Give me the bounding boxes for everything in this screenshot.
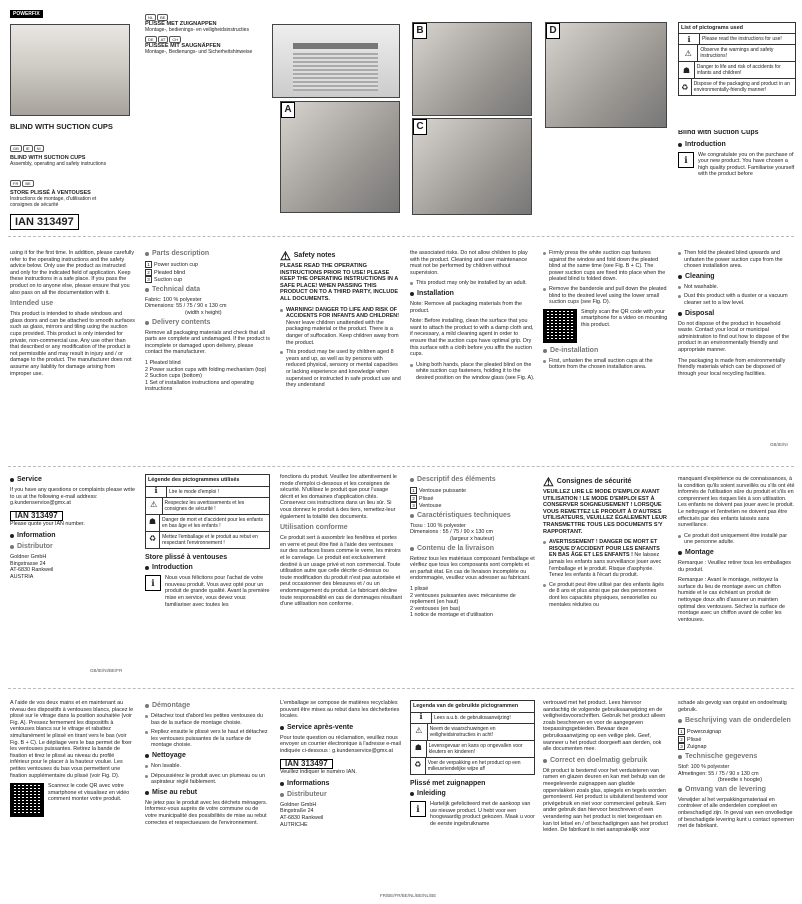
- cover-ian: IAN 313497: [10, 214, 79, 230]
- divider: [8, 688, 794, 689]
- nl-col-5: vertrouwd met het product. Lees hiervoor aandachtig de volgende gebruiksaanwijzing en de veiligheidsvoorschriften. Gebruik het product alleen zoals beschreven en voor de aangegeven toepassingsgebieden. Bewaar deze gebruiksaanwijzing op een veilige plek. Geef, wanneer u het product doorgeeft aan derden, ook alle documenten mee. Correct en doelmatig gebruik Dit product is bestemd voor het verduisteren van ramen en glazen deuren en kan met behulp van de meegeleverde zuignappen aan gladde oppervlakken zoals glas, spiegels en tegels worden gemonteerd. Het product is uitsluitend bestemd voor privégebruik en niet voor commercieel gebruik. Een ander gebruik dan hiervoor beschreven of een verandering aan het product is niet toegestaan en kan tot letsel en / of beschadigingen aan het product leiden. De fabrikant is niet aansprakelijk voor: [543, 700, 668, 834]
- info-icon: ℹ: [679, 34, 700, 44]
- fr-col-5: ⚠ Consignes de sécurité VEUILLEZ LIRE LE MODE D'EMPLOI AVANT UTILISATION ! LE MODE D'EMPLOI EST À CONSERVER SOIGNEUSEMENT ! LORSQUE VOUS REMETTEZ LE PRODUIT À D'AUTRES UTILISATEURS, VEUILLEZ ÉGALEMENT LEUR TRANSMETTRE TOUS LES DOCUMENTS S'Y RAPPORTANT. AVERTISSEMENT ! DANGER DE MORT ET RISQUE D'ACCIDENT POUR LES ENFANTS EN BAS ÂGE ET LES ENFANTS ! Ne laissez jamais les enfants sans surveillance jouer avec l'emballage et le produit. Risque d'asphyxie. Tenez les enfants à l'écart du produit. Ce produit peut être utilisé par des enfants âgés de 8 ans et plus ainsi que par des personnes dont les capacités physiques, sensorielles ou mentales réduites ou: [543, 476, 667, 608]
- fr2-col-2: Démontage Détachez tout d'abord les petites ventouses du bas de la surface de montage choisie. Repliez ensuite le plissé vers le haut et détachez les ventouses puissantes de la surface de montage choisie. Nettoyage Non lavable. Dépoussiérez le produit avec un plumeau ou un aspirateur réglé faiblement. Mise au rebut Ne jetez pas le produit avec les déchets ménagers. Informez-vous auprès de votre commune ou de votre municipalité des possibilités de mise au rebut correctes et respectueuses de l'environnement.: [145, 702, 268, 826]
- cover-lang-1: GB IE NI BLIND WITH SUCTION CUPS Assembly, operating and safety instructions FR BE STORE PLISSÉ À VENTOUSES Instructions de montage, d'utilisation et consignes de sécurité: [10, 146, 107, 208]
- warning-icon: ⚠: [543, 476, 554, 489]
- info-icon: ℹ: [410, 801, 426, 817]
- child-warning-icon: ☗: [146, 515, 160, 531]
- fr-col-1: Service If you have any questions or complaints please write to us at the following e-mail address: g.kundenservice@gmx.at IAN 313497 Please quote your IAN number. Information Distributor Goldner GmbH Bingstrasse 24 AT-6830 Rankweil AUSTRIA: [10, 476, 135, 580]
- cover-other-langs: NL BE PLISSÉ MET ZUIGNAPPEN Montage-, bedienings- en veiligheidsinstructies DE AT CH PLISSEE MIT SAUGNÄPFEN Montage-, Bedienungs- und Sicherheitshinweise: [145, 15, 253, 55]
- fr-col-4: Descriptif des éléments 1 Ventouse puissante 2 Plissé 3 Ventouse Caractéristiques techniques Tissu : 100 % polyester Dimensions : 55 / 75 / 90 x 130 cm (largeur x hauteur) Contenu de la livraison Retirez tous les matériaux composant l'emballage et vérifiez que tous les composants sont complets et en parfait état. En cas de livraison incomplète ou endommagée, veuillez vous adresser au fabricant. 1 plissé 2 ventouses puissantes avec mécanisme de repliement (en haut) 2 ventouses (en bas) 1 notice de montage et d'utilisation: [410, 476, 535, 619]
- fr-col-2: Légende des pictogrammes utilisés ℹ Lire le mode d'emploi ! ⚠ Respectez les avertissements et les consignes de sécurité ! ☗ Danger de mort et d'accident pour les enfants en bas âge et les enfants ! ♻ Mettez l'emballage et le produit au rebut en respectant l'environnement ! Store plissé à ventouses Introduction ℹ Nous vous félicitons pour l'achat de votre nouveau produit. Vous avez opté pour un produit de grande qualité. Avant la première mise en service, vous devez vous familiariser avec toutes les: [145, 474, 270, 608]
- fr-col-6: manquant d'expérience ou de connaissances, à la condition qu'ils soient surveillés ou s'ils ont été informés de l'utilisation sûre du produit et s'ils en comprennent les risques liés à son utilisation. Les enfants ne doivent pas jouer avec le produit. Le nettoyage et l'entretien ne doivent pas être effectués par des enfants laissés sans surveillance. Ce produit doit uniquement être installé par une personne adulte. Montage Remarque : Veuillez retirer tous les emballages du produit. Remarque : Avant le montage, nettoyez la surface du lieu de montage avec un chiffon humide et le cas échéant un produit de nettoyage doux afin d'assurer un maintien optimal des ventouses. Séchez la surface de montage avec un chiffon avant de coller les ventouses.: [678, 476, 795, 623]
- info-icon: ℹ: [145, 575, 161, 591]
- nl-col-4: Legenda van de gebruikte pictogrammen ℹ Lees a.u.b. de gebruiksaanwijzing! ⚠ Neem de waarschuwingen en veiligheidsinstructies in acht! ☗ Levensgevaar en kans op ongevallen voor kleuters en kinderen! ♻ Voer de verpakking en het product op een milieuvriendelijke wijze af! Plissé met zuignappen Inleiding ℹ Hartelijk gefeliciteerd met de aankoop van uw nieuwe product. U hebt voor een hoogwaardig product gekozen. Maak u voor de eerste ingebruikname: [410, 700, 535, 828]
- fr2-col-1: À l'aide de vos deux mains et en maintenant au niveau des dispositifs à ventouses blancs, placez le plissé sur le vitrage dans la position souhaitée (voir Fig. A). Pressez fermement les dispositifs à ventouses blancs sur le vitrage et rabattez simultanément le plissé en tirant vers le bas (voir Fig. B + C). Le dépliage vers le bas permet de fixer les ventouses puissantes. Retirez la bande de fixation et tirez le plissé au niveau du profilé inférieur pour le placer à la hauteur voulue. Les petites ventouses du bas vous permettent une fixation supplémentaire du plissé (voir Fig. D). Scannez le code QR avec votre smartphone et visualisez en vidéo comment monter votre produit.: [10, 700, 135, 817]
- figure-d: D: [545, 22, 667, 128]
- cover-title: BLIND WITH SUCTION CUPS: [10, 122, 113, 131]
- en-col-4: the associated risks. Do not allow children to play with the product. Cleaning and user maintenance must not be performed by children without supervision. This product may only be installed by an adult. Installation Note: Remove all packaging materials from the product. Note: Before installing, clean the surface that you want to attach the product to with a damp cloth and, if necessary, a mild cleaning agent in order to ensure that the suction cups have optimal grip. Dry this surface with a cloth before you affix the suction cups. Using both hands, place the pleated blind on the white suction cup fasteners, holding it to the desired position on the window glass (see Fig. A).: [410, 250, 535, 381]
- info-icon: ℹ: [411, 713, 432, 723]
- qr-code[interactable]: [543, 309, 577, 343]
- recycle-icon: ♻: [411, 758, 426, 774]
- warning-icon: ⚠: [679, 45, 698, 61]
- en-col-6: Then fold the pleated blind upwards and unfasten the power suction cups from the chosen installation area. Cleaning Not washable. Dust this product with a duster or a vacuum cleaner set to a low level. Disposal Do not dispose of the product in household waste. Contact your local or municipal administration to find out how to dispose of the product in an environmentally friendly and appropriate manner. The packaging is made from environmentally friendly materials which can be disposed of through your local recycling facilities.: [678, 250, 790, 377]
- en-col-5: Firmly press the white suction cup fastures against the window and fold down the pleated blind at the same time (see Fig. B + C). The power suction cups are fixed into place when the pleated blind is folded down. Remove the banderole and pull down the pleated blind to the desired level using the lower small suction cups (see Fig. D). Simply scan the QR code with your smartphone for a video on mounting this product. De-installation First, unfasten the small suction cups at the bottom from the chosen installation area.: [543, 250, 668, 374]
- footer: GB/IE/NI: [770, 442, 788, 447]
- figure-b: B: [412, 22, 532, 116]
- info-icon: ℹ: [146, 487, 167, 497]
- pictogram-table: List of pictograms used ℹ Please read the instructions for use! ⚠ Observe the warnings and safety instructions! ☗ Danger to life and risk of accidents for infants and children! ♻ Dispose of the packaging and product in an environmentally-friendly manner!: [678, 22, 796, 96]
- en-col-1: using it for the first time. In addition, please carefully refer to the operating instructions and the safety advice below. Only use the product as instructed and only for the indicated field of application. Keep these instructions in a safe place. If you pass the product on to anyone else, please ensure that you also pass on all the documentation with it. Intended use This product is intended to shade windows and glass doors and can be attached to smooth surfaces such as glass, mirrors and tiling using the suction cups provided. This product is only intended for private, non-commercial use. Any use other than that described or any modification of the product is not permissible and may result in injury and / or damage to the product. The manufacturer does not assume any liability for damage arising from improper use.: [10, 250, 135, 377]
- figure-a: A: [280, 101, 400, 213]
- fr-pictogram-table: Légende des pictogrammes utilisés ℹ Lire le mode d'emploi ! ⚠ Respectez les avertissements et les consignes de sécurité ! ☗ Danger de mort et d'accident pour les enfants en bas âge et les enfants ! ♻ Mettez l'emballage et le produit au rebut en respectant l'environnement !: [145, 474, 270, 549]
- figure-c: C: [412, 118, 532, 215]
- product-overview-figure: [272, 24, 400, 98]
- info-icon: ℹ: [678, 152, 694, 168]
- fr-col-3: fonctions du produit. Veuillez lire attentivement le mode d'emploi ci-dessous et les consignes de sécurité. N'utilisez le produit que pour l'usage décrit et les domaines d'application cités. Conservez ces instructions dans un lieu sûr. Si vous donnez le produit à des tiers, remettez-leur également la totalité des documents. Utilisation conforme Ce produit sert à assombrir les fenêtres et portes en verre et peut être fixé à l'aide des ventouses sur des surfaces lisses comme le verre, les miroirs et le carrelage. Le produit est exclusivement destiné à un usage privé et non commercial. Toute utilisation autre que celle décrite ci-dessus ou toute modification du produit n'est pas autorisée et peut occasionner des blessures et / ou un endommagement du produit. Le fabricant décline toute responsabilité en cas de dommages résultant d'une utilisation non conforme.: [280, 474, 402, 608]
- recycle-icon: ♻: [679, 79, 692, 95]
- nl-pictogram-table: Legenda van de gebruikte pictogrammen ℹ Lees a.u.b. de gebruiksaanwijzing! ⚠ Neem de waarschuwingen en veiligheidsinstructies in acht! ☗ Levensgevaar en kans op ongevallen voor kleuters en kinderen! ♻ Voer de verpakking en het product op een milieuvriendelijke wijze af!: [410, 700, 535, 775]
- child-warning-icon: ☗: [679, 62, 695, 78]
- footer: FR/BE/FR/BE/NL/BE/NL/BE: [380, 893, 437, 898]
- recycle-icon: ♻: [146, 532, 160, 548]
- brand-logo: POWERFIX: [10, 10, 43, 18]
- footer: GB/IE/NI/BE/FR: [90, 668, 123, 673]
- warning-icon: ⚠: [146, 498, 163, 514]
- divider: [8, 466, 794, 467]
- fr2-col-3: L'emballage se compose de matières recyclables pouvant être mises au rebut dans les déchetteries locales. Service après-vente Pour toute question ou réclamation, veuillez nous envoyer un courrier électronique à l'adresse e-mail indiquée ci-dessous : g.kundenservice@gmx.at IAN 313497 Veuillez indiquer le numéro IAN. Informations Distributeur Goldner GmbH Bingstraße 24 AT-6830 Rankweil AUTRICHE: [280, 700, 401, 828]
- en-col-3: ⚠ Safety notes PLEASE READ THE OPERATING INSTRUCTIONS PRIOR TO USE! PLEASE KEEP THE OPERATING INSTRUCTIONS IN A SAFE PLACE! WHEN PASSING THIS PRODUCT ON TO A THIRD PARTY, INCLUDE ALL DOCUMENTS. WARNING! DANGER TO LIFE AND RISK OF ACCIDENTS FOR INFANTS AND CHILDREN! Never leave children unattended with the packaging material or the product. There is a danger of suffocation. Keep children away from the product. This product may be used by children aged 8 years and up, as well as by persons with reduced physical, sensory or mental capacities or lacking experience and knowledge when supervised or instructed in safe product use and they understand: [280, 250, 401, 389]
- warning-icon: ⚠: [411, 724, 428, 740]
- en-col-2: Parts description 1 Power suction cup 2 Pleated blind 3 Suction cup Technical data Fabric: 100 % polyester Dimensions: 55 / 75 / 90 x 130 cm (width x height) Delivery contents Remove all packaging materials and check that all parts are complete and undamaged. If the product is incomplete or damaged upon delivery, please contact the manufacturer. 1 Pleated blind 2 Power suction cups with folding mechanism (top) 2 Suction cups (bottom) 1 Set of installation instructions and operating instructions: [145, 250, 270, 393]
- intro-en: Blind with Suction Cups Introduction ℹ We congratulate you on the purchase of your new product. You have chosen a high quality product. Familiarise yourself with the product before: [678, 130, 795, 178]
- divider: [8, 236, 794, 237]
- cover-photo: [10, 24, 130, 116]
- qr-code[interactable]: [10, 783, 44, 817]
- nl-col-6: schade als gevolg van onjuist en ondoelmatig gebruik. Beschrijving van de onderdelen 1 Powerzuignap 2 Plissé 3 Zuignap Technische gegevens Stof: 100 % polyester Afmetingen: 55 / 75 / 90 x 130 cm (breedte x hoogte) Omvang van de levering Verwijder al het verpakkingsmateriaal en controleer of alle onderdelen compleet en onbeschadigd zijn. In geval van een onvolledige of beschadigde levering kunt u contact opnemen met de fabrikant.: [678, 700, 794, 830]
- warning-icon: ⚠: [280, 250, 291, 263]
- cover-panel: [10, 10, 128, 228]
- child-warning-icon: ☗: [411, 741, 427, 757]
